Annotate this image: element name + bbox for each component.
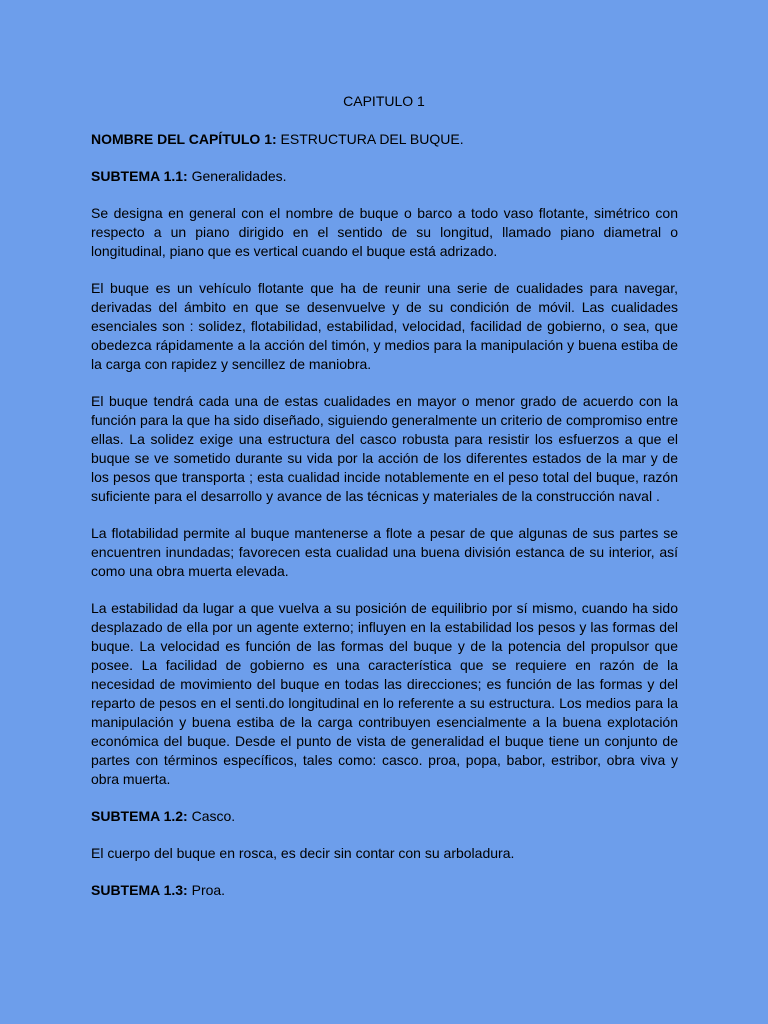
paragraph-buoyancy: La flotabilidad permite al buque mantenerse a flote a pesar de que algunas de sus partes se encuentren inundadas; favorecen esta cualidad una buena división estanca de su interior, así como una obra muerta elevada. <box>91 525 678 579</box>
subtema-1-3-value: Proa. <box>187 882 226 898</box>
subtema-1-3-label: SUBTEMA 1.3: <box>91 882 188 898</box>
paragraph-stability: La estabilidad da lugar a que vuelva a su posición de equilibrio por sí mismo, cuando ha sido desplazado de ella por un agente externo; influyen en la estabilidad los pesos y las formas del buque. La velocidad es función de las formas del buque y de la potencia del propulsor que posee. La facilidad de gobierno es una característica que se requiere en razón de la necesidad de movimiento del buque en todas las direcciones; es función de las formas y del reparto de pesos en el senti.do longitudinal en lo referente a su estructura. Los medios para la manipulación y buena estiba de la carga contribuyen esencialmente a la buena explotación económica del buque. Desde el punto de vista de generalidad el buque tiene un conjunto de partes con términos específicos, tales como: casco. proa, popa, babor, estribor, obra viva y obra muerta. <box>91 600 678 787</box>
paragraph-hull: El cuerpo del buque en rosca, es decir sin contar con su arboladura. <box>91 845 515 861</box>
paragraph-solidity: El buque tendrá cada una de estas cualidades en mayor o menor grado de acuerdo con la función para la que ha sido diseñado, siguiendo generalmente un criterio de compromiso entre ellas. La solidez exige una estructura del casco robusta para resistir los esfuerzos a que el buque se ve sometido durante su vida por la acción de los diferentes estados de la mar y de los pesos que transporta ; esta cualidad incide notablemente en el peso total del buque, razón suficiente para el desarrollo y avance de las técnicas y materiales de la construcción naval . <box>91 393 678 504</box>
chapter-title: CAPITULO 1 <box>343 93 425 109</box>
chapter-name-value: ESTRUCTURA DEL BUQUE. <box>276 131 464 147</box>
subtema-1-1-heading <box>91 167 678 186</box>
subtema-1-1-value: Generalidades. <box>187 168 287 184</box>
subtema-1-3-heading <box>91 881 678 900</box>
chapter-name-label: NOMBRE DEL CAPÍTULO 1: <box>91 131 277 147</box>
paragraph-definition: Se designa en general con el nombre de buque o barco a todo vaso flotante, simétrico con respecto a un piano dirigido en el sentido de su longitud, llamado piano diametral o longitudinal, piano que es vertical cuando el buque está adrizado. <box>91 205 678 259</box>
subtema-1-2-label: SUBTEMA 1.2: <box>91 808 188 824</box>
subtema-1-2-value: Casco. <box>187 808 236 824</box>
document-body <box>91 130 678 918</box>
chapter-name-line <box>91 130 678 149</box>
paragraph-qualities: El buque es un vehículo flotante que ha de reunir una serie de cualidades para navegar, derivadas del ámbito en que se desenvuelve y de su condición de móvil. Las cualidades esenciales son : solidez, flotabilidad, estabilidad, velocidad, facilidad de gobierno, o sea, que obedezca rápidamente a la acción del timón, y medios para la manipulación y buena estiba de la carga con rapidez y sencillez de maniobra. <box>91 280 678 372</box>
subtema-1-1-label: SUBTEMA 1.1: <box>91 168 188 184</box>
subtema-1-2-heading <box>91 807 678 826</box>
